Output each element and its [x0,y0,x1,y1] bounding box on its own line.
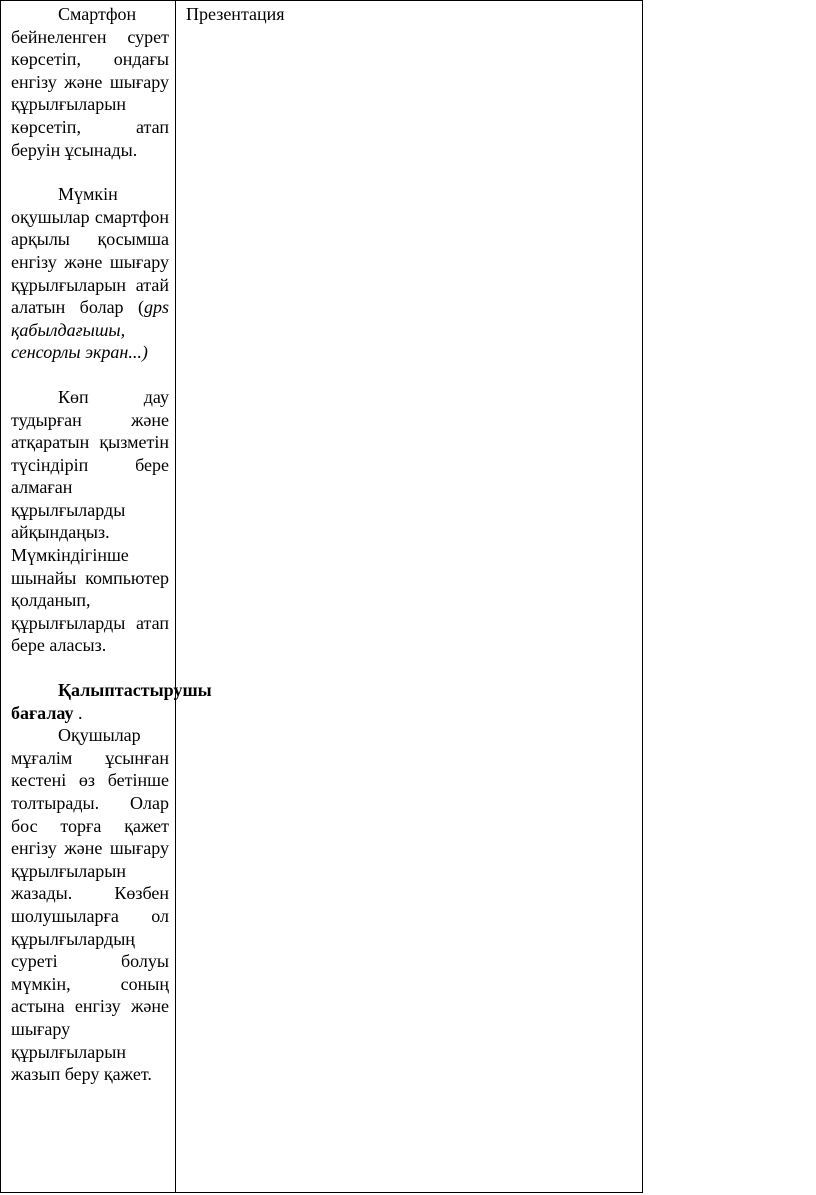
resource-label: Презентация [186,4,285,24]
paragraph-possible-answers [11,183,169,364]
paragraph-smartphone-task: Смартфон бейнеленген сурет көрсетіп, ондағы енгізу және шығару құрылғыларын көрсетіп, атап беруін ұсынады. [11,4,169,160]
resources-cell [176,1,643,1193]
table-row [1,1,643,1193]
heading-suffix: . [73,702,83,723]
formative-assessment-heading: Қалыптастырушы бағалау [11,680,212,723]
paragraph-disputed-devices: Көп дау тудырған және атқаратын қызметін түсіндіріп бере алмаған құрылғыларды айқындаңыз. Мүмкіндігінше шынайы компьютер қолданып, құрылғыларды атап бере аласыз. [11,386,169,656]
possible-answers-text: Мүмкін оқушылар смартфон арқылы қосымша енгізу және шығару құрылғыларын атай алатын болар ( [11,184,169,318]
paragraph-assessment-heading [11,679,212,724]
activity-text [1,1,212,1086]
possible-answers-examples: gps қабылдағышы, сенсорлы экран...) [11,297,169,363]
activity-cell [1,1,212,1193]
paragraph-students-fill-table: Оқушылар мұғалім ұсынған кестені өз бетінше толтырады. Олар бос торға қажет енгізу және шығару құрылғыларын жазады. Көзбен шолушыларға ол құрылғылардың суреті болуы мүмкін, соның астына енгізу және шығару құрылғыларын жазып беру қажет. [11,725,169,1085]
